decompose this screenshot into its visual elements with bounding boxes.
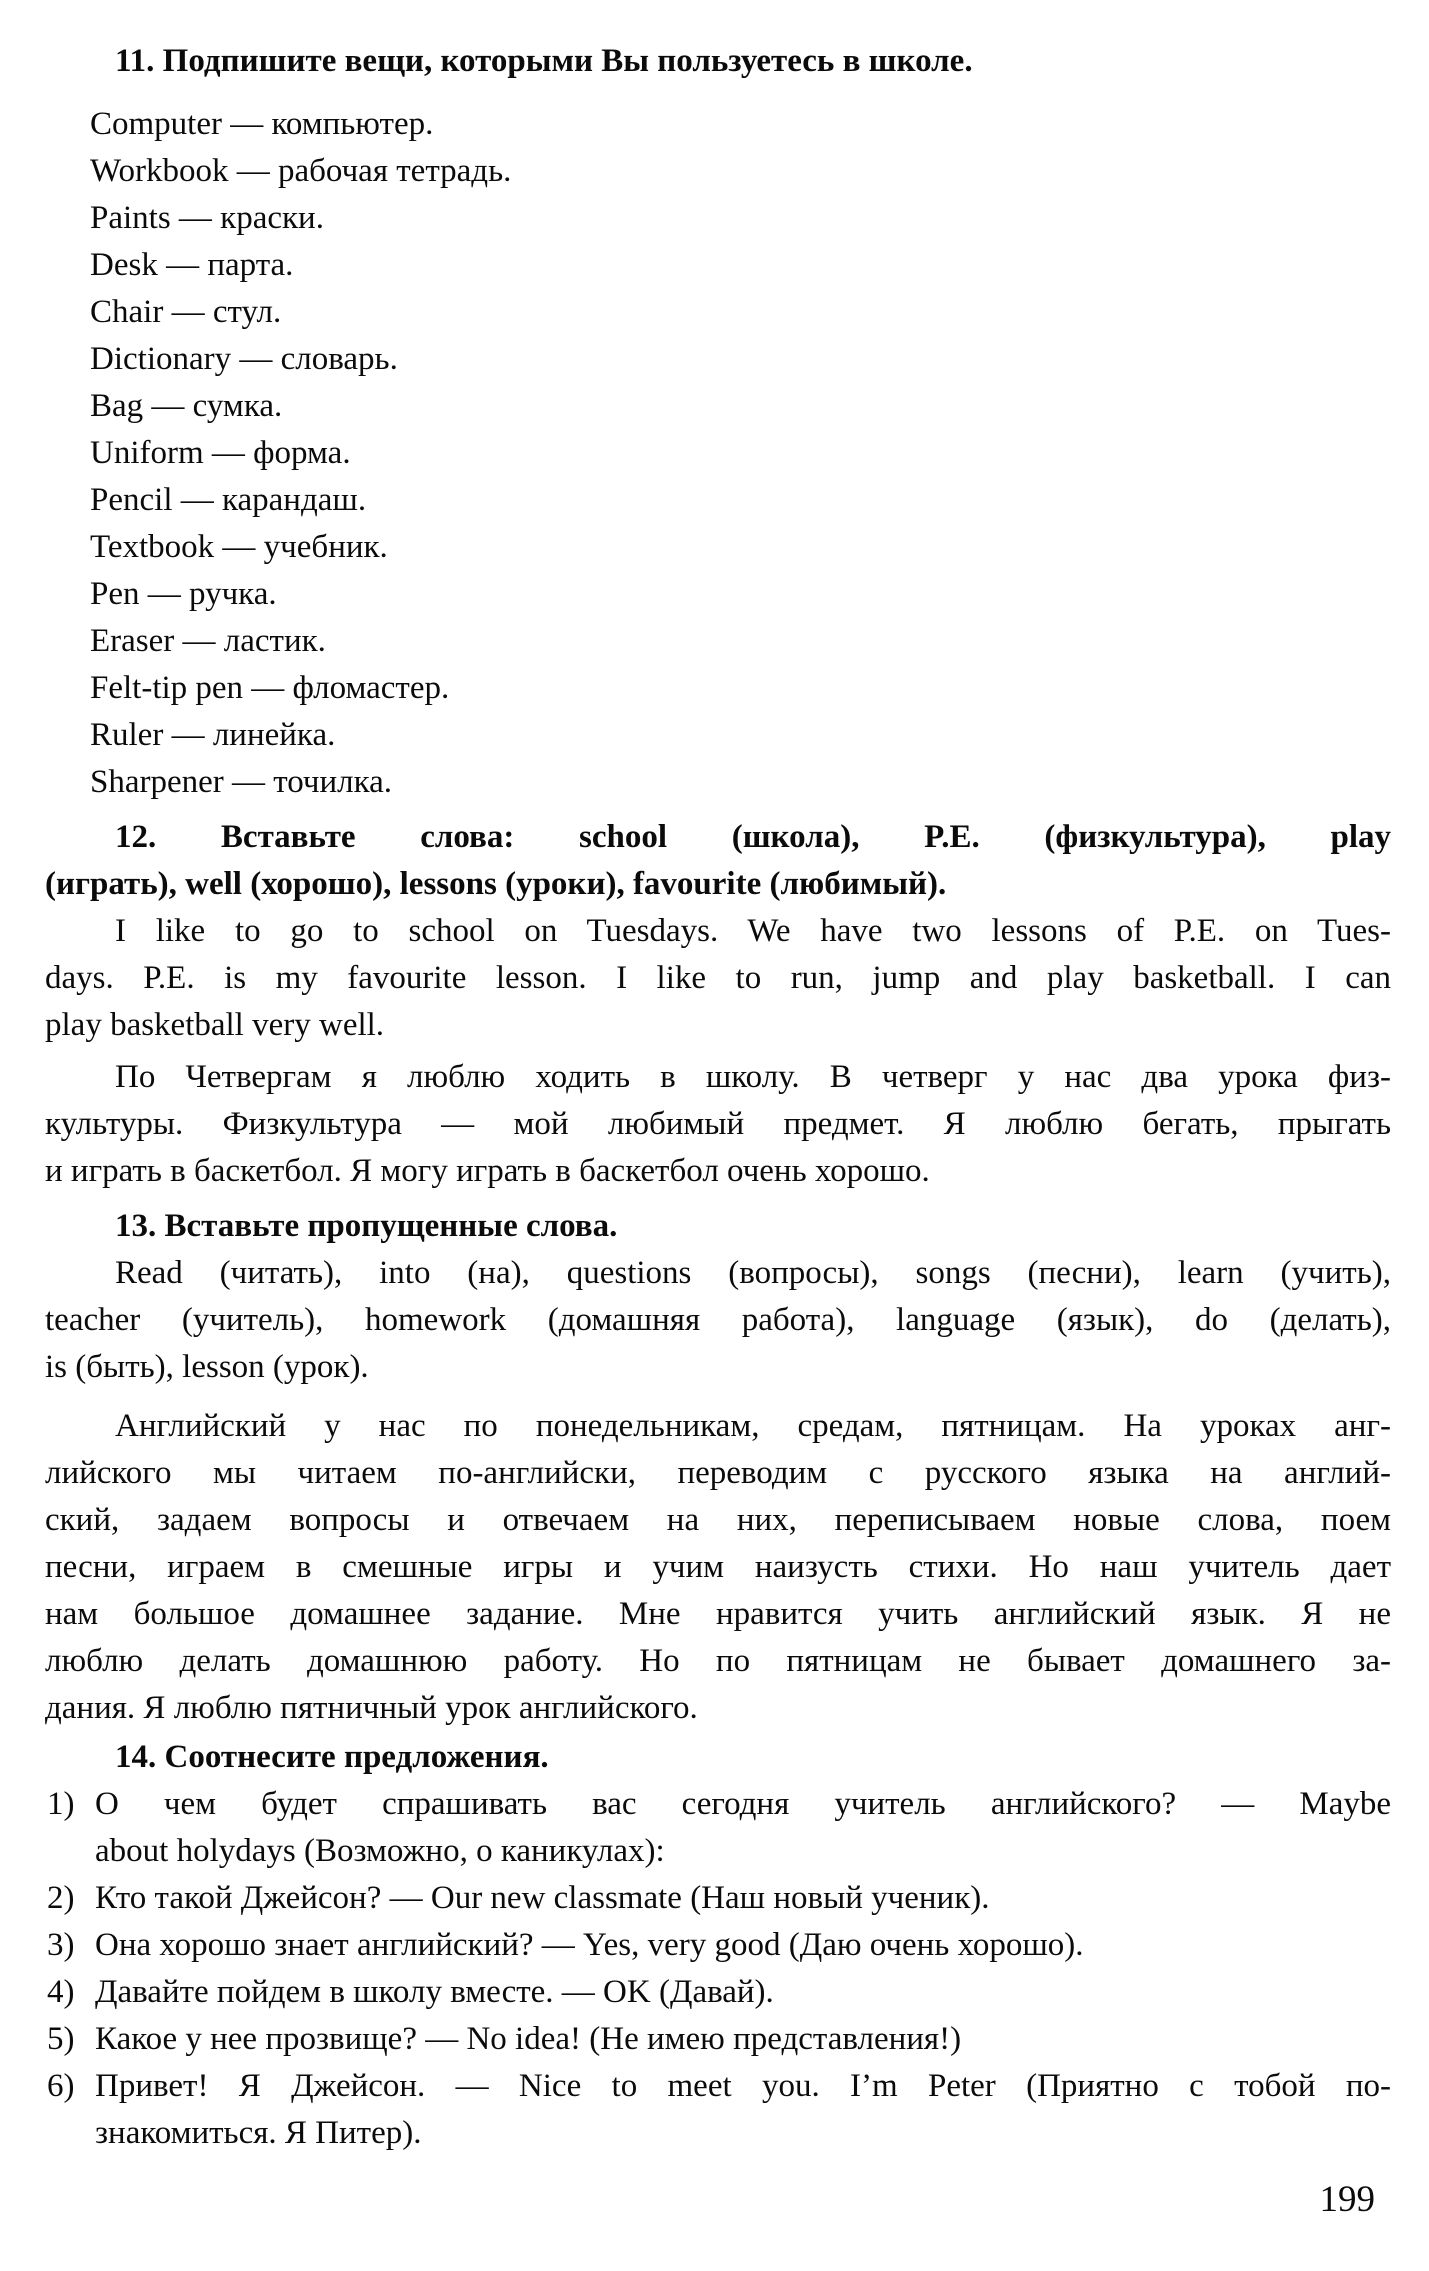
match-item-line: О чем будет спрашивать вас сегодня учитель английского? — Maybe: [95, 1786, 1391, 1822]
vocab-item: Ruler — линейка.: [90, 717, 336, 753]
vocab-item: Pen — ручка.: [90, 576, 277, 612]
vocab-item: Bag — сумка.: [90, 388, 283, 424]
answer-line-russian: По Четвергам я люблю ходить в школу. В четверг у нас два урока физ-: [115, 1059, 1391, 1095]
match-item-number: 2): [47, 1880, 75, 1916]
exercise-13-word-list: [45, 1250, 1391, 1391]
exercise-12-title-line: 12. Вставьте слова: school (школа), P.E. (физкультура), play: [115, 819, 1391, 855]
exercise-14-title: 14. Соотнесите предложения.: [115, 1739, 549, 1775]
match-item: [45, 1969, 1391, 2016]
vocab-item: Chair — стул.: [90, 294, 282, 330]
answer-line: нам большое домашнее задание. Мне нравится учить английский язык. Я не: [45, 1596, 1391, 1632]
exercise-11-vocab-list: [90, 101, 1391, 806]
exercise-12-title-line: (играть), well (хорошо), lessons (уроки), favourite (любимый).: [45, 866, 947, 902]
match-item: [45, 1922, 1391, 1969]
word-list-line: teacher (учитель), homework (домашняя работа), language (язык), do (делать),: [45, 1302, 1391, 1338]
answer-line-english: days. P.E. is my favourite lesson. I like to run, jump and play basketball. I can: [45, 960, 1391, 996]
vocab-item: Paints — краски.: [90, 200, 324, 236]
answer-line: дания. Я люблю пятничный урок английского.: [45, 1690, 698, 1726]
match-item-line: знакомиться. Я Питер).: [95, 2115, 422, 2151]
exercise-12-answer-english: [45, 908, 1391, 1049]
exercise-11-title: 11. Подпишите вещи, которыми Вы пользуетесь в школе.: [115, 43, 973, 79]
page-content: [45, 38, 1391, 2157]
match-item-number: 4): [47, 1974, 75, 2010]
answer-line-english: play basketball very well.: [45, 1007, 385, 1043]
match-item-number: 5): [47, 2021, 75, 2057]
match-item-number: 3): [47, 1927, 75, 1963]
exercise-12-answer-russian: [45, 1054, 1391, 1195]
exercise-12-title: [45, 814, 1391, 908]
match-item-line: Кто такой Джейсон? — Our new classmate (Наш новый ученик).: [95, 1880, 990, 1916]
match-item: [45, 1781, 1391, 1875]
exercise-13-answer: [45, 1403, 1391, 1732]
word-list-line: is (быть), lesson (урок).: [45, 1349, 369, 1385]
exercise-13-title: 13. Вставьте пропущенные слова.: [115, 1208, 618, 1244]
vocab-item: Uniform — форма.: [90, 435, 351, 471]
exercise-14-match-list: [45, 1781, 1391, 2157]
vocab-item: Sharpener — точилка.: [90, 764, 393, 800]
match-item-number: 1): [47, 1786, 75, 1822]
answer-line-russian: и играть в баскетбол. Я могу играть в баскетбол очень хорошо.: [45, 1153, 930, 1189]
match-item: [45, 2016, 1391, 2063]
answer-line: лийского мы читаем по-английски, переводим с русского языка на англий-: [45, 1455, 1391, 1491]
vocab-item: Textbook — учебник.: [90, 529, 388, 565]
match-item-line: Какое у нее прозвище? — No idea! (Не имею представления!): [95, 2021, 962, 2057]
vocab-item: Pencil — карандаш.: [90, 482, 367, 518]
vocab-item: Desk — парта.: [90, 247, 294, 283]
answer-line: песни, играем в смешные игры и учим наизусть стихи. Но наш учитель дает: [45, 1549, 1391, 1585]
answer-line-english: I like to go to school on Tuesdays. We have two lessons of P.E. on Tues-: [115, 913, 1391, 949]
match-item-line: Привет! Я Джейсон. — Nice to meet you. I’m Peter (Приятно с тобой по-: [95, 2068, 1391, 2104]
answer-line: люблю делать домашнюю работу. Но по пятницам не бывает домашнего за-: [45, 1643, 1391, 1679]
vocab-item: Workbook — рабочая тетрадь.: [90, 153, 512, 189]
match-item-line: Она хорошо знает английский? — Yes, very good (Даю очень хорошо).: [95, 1927, 1084, 1963]
answer-line: ский, задаем вопросы и отвечаем на них, переписываем новые слова, поем: [45, 1502, 1391, 1538]
vocab-item: Felt-tip pen — фломастер.: [90, 670, 450, 706]
vocab-item: Eraser — ластик.: [90, 623, 326, 659]
match-item-number: 6): [47, 2068, 75, 2104]
vocab-item: Computer — компьютер.: [90, 106, 434, 142]
match-item-line: Давайте пойдем в школу вместе. — OK (Давай).: [95, 1974, 774, 2010]
match-item: [45, 2063, 1391, 2157]
word-list-line: Read (читать), into (на), questions (вопросы), songs (песни), learn (учить),: [115, 1255, 1391, 1291]
match-item: [45, 1875, 1391, 1922]
vocab-item: Dictionary — словарь.: [90, 341, 398, 377]
match-item-line: about holydays (Возможно, о каникулах):: [95, 1833, 665, 1869]
page-number: 199: [1319, 2179, 1375, 2220]
answer-line-russian: культуры. Физкультура — мой любимый предмет. Я люблю бегать, прыгать: [45, 1106, 1391, 1142]
answer-line: Английский у нас по понедельникам, средам, пятницам. На уроках анг-: [115, 1408, 1391, 1444]
